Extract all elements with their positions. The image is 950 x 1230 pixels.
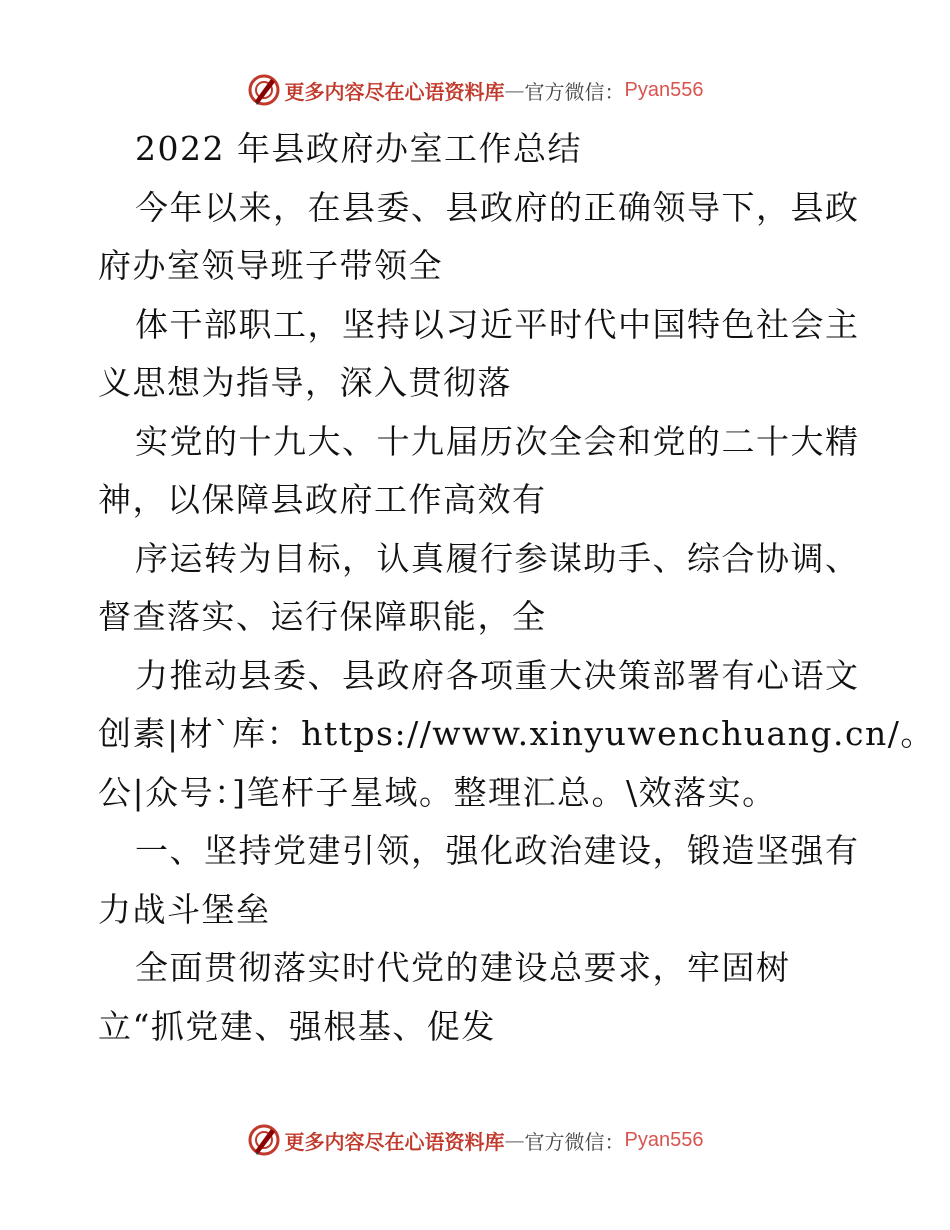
watermark-wechat-label: 官方微信：	[524, 1129, 625, 1154]
text-line: 神，以保障县政府工作高效有	[98, 480, 547, 519]
watermark-wechat-id: Pyan556	[624, 1128, 704, 1151]
text-line: 力推动县委、县政府各项重大决策部署有心语文	[135, 655, 860, 695]
text-line: 义思想为指导，深入贯彻落	[98, 363, 512, 402]
document-body	[98, 120, 935, 1056]
text-line: 公|众号：]笔杆子星域。整理汇总。\效落实。	[98, 772, 777, 812]
text-line: 体干部职工，坚持以习近平时代中国特色社会主	[135, 304, 860, 344]
text-line: 全面贯彻落实时代党的建设总要求，牢固树	[135, 948, 791, 987]
section-heading: 一、坚持党建引领，强化政治建设，锻造坚强有	[135, 831, 860, 870]
header-watermark	[0, 70, 950, 110]
footer-watermark	[0, 1120, 950, 1160]
text-line: 实党的十九大、十九届历次全会和党的二十大精	[135, 421, 860, 461]
watermark-site-text: 更多内容尽在心语资料库	[284, 79, 505, 104]
text-line: 今年以来，在县委、县政府的正确领导下，县政	[135, 187, 860, 227]
watermark-dash: —	[504, 1128, 525, 1152]
watermark-wechat-label: 官方微信：	[524, 79, 625, 104]
watermark-site-text: 更多内容尽在心语资料库	[284, 1129, 505, 1154]
text-line: 创素|材`库：https://www.xinyuwenchuang.cn/。	[98, 714, 935, 753]
pen-logo-icon	[247, 73, 281, 107]
pen-logo-icon	[247, 1123, 281, 1157]
text-line: 督查落实、运行保障职能，全	[98, 597, 547, 636]
text-line: 立“抓党建、强根基、促发	[98, 1006, 496, 1046]
section-heading-cont: 力战斗堡垒	[98, 889, 271, 929]
text-line: 府办室领导班子带领全	[98, 246, 443, 285]
document-title: 2022 年县政府办室工作总结	[135, 129, 582, 168]
watermark-wechat-id: Pyan556	[624, 78, 704, 101]
text-line: 序运转为目标，认真履行参谋助手、综合协调、	[135, 538, 860, 578]
watermark-dash: —	[504, 78, 525, 102]
